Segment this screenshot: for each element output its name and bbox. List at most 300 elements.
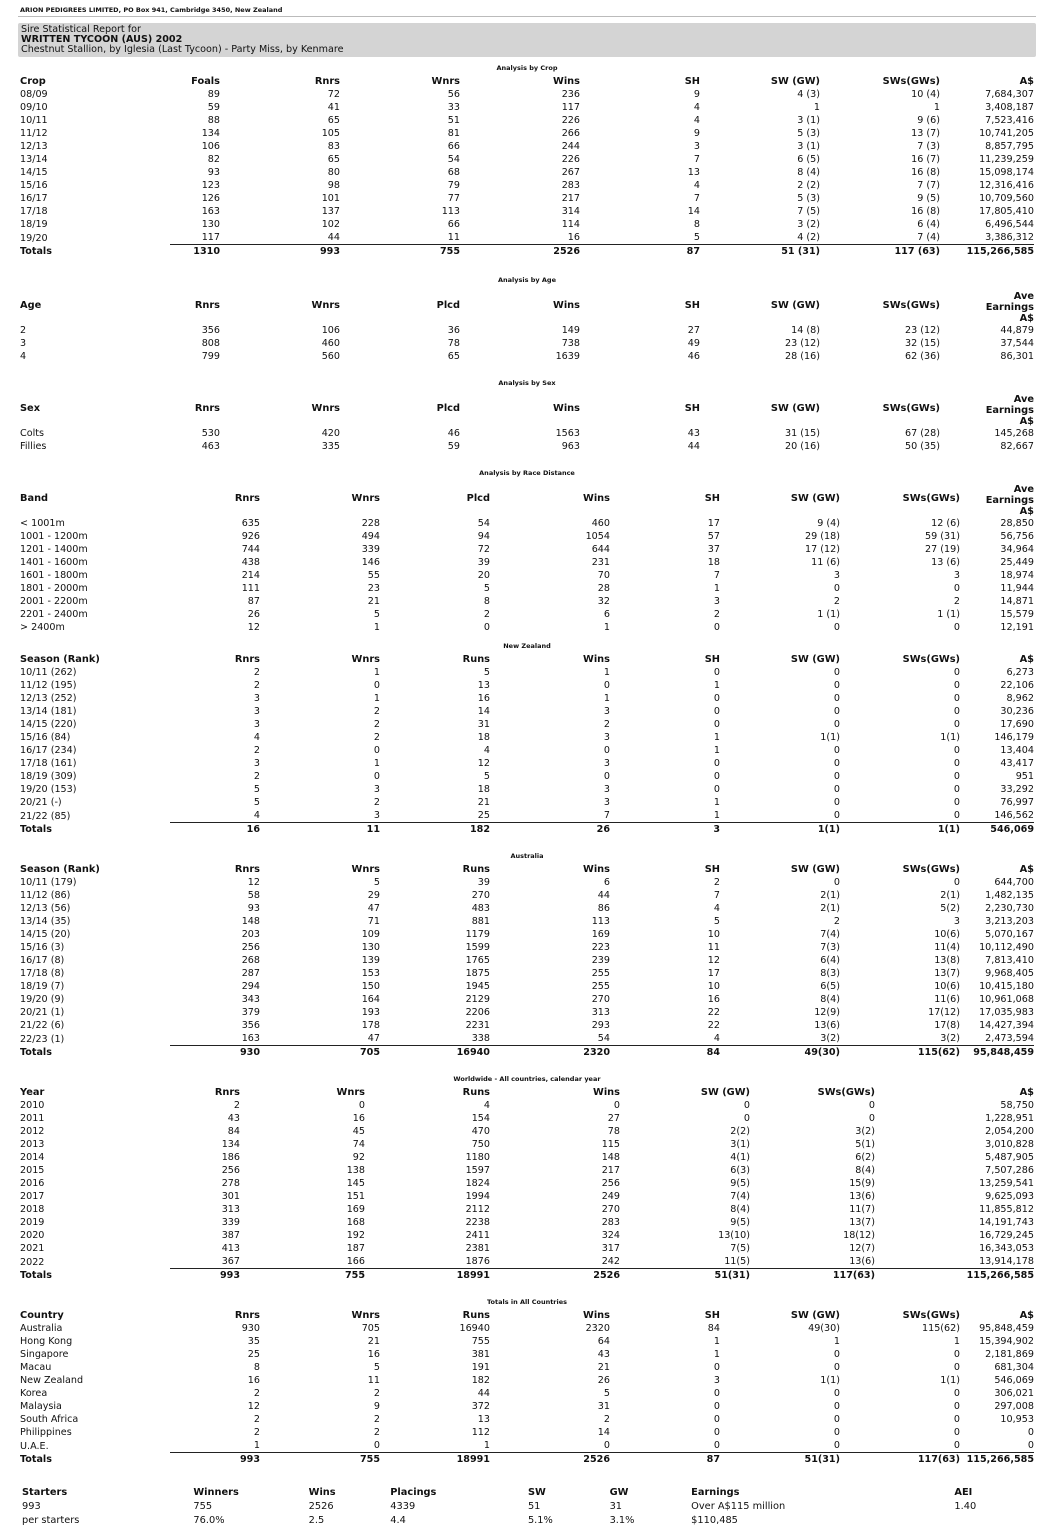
table-cell: 0 [713,1401,720,1412]
table-cell: 8(4) [820,994,840,1005]
table-cell: 705 [361,1323,380,1334]
table-cell: 146,179 [994,732,1034,743]
table-cell: 41 [327,102,340,113]
column-header: SW (GW) [700,1087,750,1098]
table-cell: 9 (4) [817,518,840,529]
table-cell: 16940 [459,1323,490,1334]
table-cell: 20 [477,570,490,581]
table-cell: 134 [201,128,220,139]
column-header: Plcd [436,300,460,311]
table-cell: 67 (28) [905,428,940,439]
table-cell: 2411 [465,1230,490,1241]
table-cell: 2238 [465,1217,490,1228]
totals-cell: 755 [359,1454,380,1465]
table-cell: 644,700 [994,877,1034,888]
column-header: SWs(GWs) [902,864,960,875]
table-cell: 163 [170,1032,260,1046]
table-cell: 314 [561,206,580,217]
table-cell: 13,259,541 [979,1178,1034,1189]
table-cell: 7 [693,154,700,165]
column-header: Country [20,1310,64,1321]
table-cell: 546,069 [994,1375,1034,1386]
table-cell: 13(6) [849,1191,875,1202]
table-cell: 82,667 [1000,441,1034,452]
table-cell: 2 [373,1427,380,1438]
column-header: Wins [583,864,610,875]
summary-cell: 76.0% [193,1515,225,1526]
table-cell: 3,408,187 [985,102,1034,113]
table-cell: 65 [327,154,340,165]
table-row [20,967,1034,980]
table-cell: 86 [597,903,610,914]
table-cell: > 2400m [20,622,65,633]
table-cell: 2 [953,596,960,607]
table-cell: 2 [713,877,720,888]
table-cell: 2016 [20,1178,45,1189]
table-cell: 256 [241,942,260,953]
table-cell: 1 [373,667,380,678]
table-cell: 2 [233,1100,240,1111]
table-cell: 0 [603,771,610,782]
table-cell: 9(5) [730,1178,750,1189]
column-header: SW (GW) [770,300,820,311]
table-cell: 214 [241,570,260,581]
column-header: SW (GW) [790,654,840,665]
table-row [20,179,1034,192]
table-cell: 3 [603,797,610,808]
table-cell: 14/15 [20,167,48,178]
table-row [20,1426,1034,1439]
table-cell: 70 [597,570,610,581]
table-cell: 1945 [465,981,490,992]
table-cell: 0 [840,809,960,823]
table-cell: 460 [591,518,610,529]
table-cell: Korea [20,1388,48,1399]
section-title: Analysis by Crop [496,64,558,72]
table-cell: 0 [960,1439,1034,1453]
table-cell: 58 [247,890,260,901]
table-cell: 192 [346,1230,365,1241]
table-cell: 0 [833,680,840,691]
table-cell: 11,855,812 [979,1204,1034,1215]
table-cell: 123 [201,180,220,191]
table-cell: 0 [713,784,720,795]
totals-row [20,823,1034,837]
table-cell: 21 [597,1362,610,1373]
table-cell: 3 [253,693,260,704]
table-cell: 2 [253,771,260,782]
table-cell: 0 [953,693,960,704]
table-cell: 3 [833,570,840,581]
table-cell: 62 (36) [905,351,940,362]
column-header: SH [704,864,720,875]
table-cell: 16 [367,1349,380,1360]
totals-row [20,1269,1034,1283]
table-cell: 16,729,245 [979,1230,1034,1241]
table-cell: 15(9) [849,1178,875,1189]
table-cell: 12(9) [814,1007,840,1018]
table-cell: 0 [833,758,840,769]
table-cell: 3(2) [720,1032,840,1046]
table-cell: 0 [1027,1427,1034,1438]
table-cell: 5,070,167 [985,929,1034,940]
table-cell: 148 [601,1152,620,1163]
table-cell: 1876 [365,1255,490,1269]
table-cell: 560 [321,351,340,362]
table-cell: 1(1) [940,1375,960,1386]
table-cell: 338 [380,1032,490,1046]
table-cell: 12(7) [849,1243,875,1254]
table-cell: < 1001m [20,518,65,529]
table-row [20,530,1034,543]
table-cell: 18 [707,557,720,568]
summary-cell: per starters [22,1515,80,1526]
table-cell: 164 [361,994,380,1005]
table-row [20,1413,1034,1426]
table-cell: Hong Kong [20,1336,73,1347]
table-cell: 1 [713,1336,720,1347]
summary-cell: 993 [22,1501,41,1512]
table-cell: 44,879 [1000,325,1034,336]
table-cell: 109 [361,929,380,940]
table-cell: 1001 - 1200m [20,531,88,542]
table-cell: 169 [346,1204,365,1215]
table-cell: 270 [591,994,610,1005]
table-cell: 0 [833,771,840,782]
table-cell: 11 (6) [811,557,840,568]
table-cell: 8 [693,219,700,230]
table-cell: 963 [561,441,580,452]
table-cell: 2014 [20,1152,45,1163]
column-header: Rnrs [234,654,260,665]
table-cell: 2 [483,609,490,620]
table-cell: 12 [707,955,720,966]
report-label: Sire Statistical Report for [21,24,141,35]
table-cell: 9 (5) [917,193,940,204]
table-cell: 32 (15) [905,338,940,349]
column-header: Rnrs [314,76,340,87]
table-cell: 21/22 (85) [20,810,71,822]
table-cell: 2(2) [730,1126,750,1137]
table-cell: 1 [813,102,820,113]
table-cell: 1801 - 2000m [20,583,88,594]
table-cell: 7 [713,570,720,581]
table-cell: 10/11 (262) [20,667,77,678]
table-cell: 8,962 [1006,693,1034,704]
table-cell: 4 [693,115,700,126]
table-cell: 1 [713,680,720,691]
table-cell: 1 [603,693,610,704]
column-header: Ave Earnings A$ [985,291,1034,324]
table-cell: 313 [221,1204,240,1215]
table-cell: 2,230,730 [985,903,1034,914]
table-cell: 1 [373,622,380,633]
table-cell: 10(6) [934,929,960,940]
table-cell: 78 [447,338,460,349]
table-cell: 2 [20,325,27,336]
table-cell: 2 [373,706,380,717]
table-cell: 926 [241,531,260,542]
column-header: Runs [462,1310,490,1321]
column-header: Runs [462,654,490,665]
table-row [20,731,1034,744]
summary-header-row [22,1484,1036,1499]
table-cell: 12/13 (252) [20,693,77,704]
totals-cell: Totals [20,824,52,835]
table-cell: 16 (8) [911,167,940,178]
header-row [20,480,1034,517]
table-cell: 0 [953,877,960,888]
table-cell: 10,709,560 [979,193,1034,204]
table-cell: 1 [170,1439,260,1453]
table-cell: 2 [253,680,260,691]
table-cell: 4 [693,102,700,113]
table-cell: 294 [241,981,260,992]
table-cell: 1599 [465,942,490,953]
table-cell: 17/18 (161) [20,758,77,769]
table-cell: 9(5) [730,1217,750,1228]
table-cell: 13 (7) [911,128,940,139]
summary-header: Wins [308,1487,336,1498]
table-cell: 13 [477,680,490,691]
table-cell: 178 [361,1020,380,1031]
table-cell: 0 [713,622,720,633]
summary-cell [954,1513,1036,1527]
column-header: Rnrs [234,1310,260,1321]
table-cell: 3 [253,719,260,730]
table-cell: 72 [477,544,490,555]
table-cell: 4(1) [730,1152,750,1163]
table-row [20,915,1034,928]
table-cell: 0 [833,1349,840,1360]
table-cell: 0 [713,667,720,678]
table-cell: 2(1) [820,903,840,914]
table-cell: 0 [833,784,840,795]
summary-cell: 4.4 [390,1515,406,1526]
table-cell: 3(2) [840,1032,960,1046]
table-cell: 10,961,068 [979,994,1034,1005]
summary-cell: Over A$115 million [691,1501,786,1512]
table-row [20,1361,1034,1374]
table-cell: 313 [591,1007,610,1018]
table-cell: 168 [346,1217,365,1228]
table-cell: 2231 [465,1020,490,1031]
table-cell: 0 [953,667,960,678]
table-cell: 283 [561,180,580,191]
table-cell: 68 [447,167,460,178]
table-cell: 2011 [20,1113,45,1124]
table-cell: 93 [207,167,220,178]
table-cell: 0 [373,680,380,691]
totals-cell: 16940 [456,1047,490,1058]
table-cell: 14,871 [1000,596,1034,607]
column-header: Runs [462,864,490,875]
table-cell: 59 (31) [925,531,960,542]
table-cell: 84 [227,1126,240,1137]
table-cell: 17,690 [1000,719,1034,730]
summary-cell: 1.40 [954,1501,977,1512]
table-cell: 186 [221,1152,240,1163]
table-cell: 470 [471,1126,490,1137]
table-cell: 16/17 [20,193,48,204]
totals-cell: 51(31) [714,1270,750,1281]
table-cell: 1,228,951 [985,1113,1034,1124]
table-cell: 1 [373,693,380,704]
table-cell: 3 [260,809,380,823]
section-table [20,480,1034,634]
table-cell: 7 [693,193,700,204]
table-cell: 7(4) [820,929,840,940]
table-cell: 339 [361,544,380,555]
header-row [20,1309,1034,1322]
column-header: Wins [553,403,580,414]
table-cell: 2381 [465,1243,490,1254]
column-header: A$ [1019,1087,1034,1098]
table-cell: 18,974 [1000,570,1034,581]
table-cell: 18/19 (7) [20,981,65,992]
table-cell: 43,417 [1000,758,1034,769]
table-row [20,440,1034,453]
table-cell: 5 [483,771,490,782]
column-header: SW (GW) [770,403,820,414]
totals-cell: 1(1) [937,824,960,835]
column-header: Ave Earnings A$ [985,484,1034,517]
table-cell: 217 [601,1165,620,1176]
table-cell: 87 [247,596,260,607]
totals-cell: 182 [469,824,490,835]
table-cell: 2019 [20,1217,45,1228]
table-cell: 0 [713,719,720,730]
table-cell: 460 [321,338,340,349]
table-cell: 2 [833,916,840,927]
table-cell: 2 [253,1388,260,1399]
table-cell: 25 [380,809,490,823]
table-cell: 2 [253,1414,260,1425]
section-title: Analysis by Race Distance [479,469,575,477]
header-row [20,287,1034,324]
table-cell: 191 [471,1362,490,1373]
table-cell: 0 [613,1100,620,1111]
table-cell: 72 [327,89,340,100]
table-row [20,1335,1034,1348]
table-cell: 6 (4) [917,219,940,230]
column-header: SH [704,654,720,665]
table-cell: 270 [601,1204,620,1215]
table-cell: 166 [240,1255,365,1269]
summary-row [22,1499,1036,1513]
totals-cell: 115,266,585 [966,1454,1034,1465]
table-cell: 22/23 (1) [20,1033,65,1045]
column-header: Wnrs [311,300,340,311]
table-row [20,980,1034,993]
totals-cell: Totals [20,246,52,257]
table-cell: 0 [953,583,960,594]
table-cell: 130 [361,942,380,953]
table-cell: 7 (3) [917,141,940,152]
table-cell: 5 [253,784,260,795]
table-cell: 10(6) [934,981,960,992]
table-cell: 22 [707,1020,720,1031]
summary-header: GW [609,1487,629,1498]
table-cell: 78 [607,1126,620,1137]
table-cell: 11(5) [620,1255,750,1269]
table-cell: 1639 [555,351,580,362]
table-cell: 6(2) [855,1152,875,1163]
section-table [20,1086,1034,1282]
table-cell: 13,914,178 [875,1255,1034,1269]
table-cell: 3,213,203 [985,916,1034,927]
table-cell: 335 [321,441,340,452]
table-cell: 951 [1015,771,1034,782]
table-cell: 0 [713,693,720,704]
table-cell: 1 [713,1349,720,1360]
table-cell: 2 [373,797,380,808]
column-header: Wnrs [351,1310,380,1321]
table-cell: 256 [601,1178,620,1189]
summary-cell: 3.1% [609,1515,635,1526]
table-cell: 681,304 [994,1362,1034,1373]
totals-cell: 2526 [553,246,580,257]
table-cell: 13/14 (181) [20,706,77,717]
table-row [20,757,1034,770]
column-header: A$ [1019,864,1034,875]
table-cell: 153 [361,968,380,979]
table-cell: 226 [561,115,580,126]
table-cell: 0 [953,745,960,756]
table-cell: 11(7) [849,1204,875,1215]
table-cell: 1 [953,1336,960,1347]
table-cell: 0 [953,771,960,782]
table-cell: 4 [170,809,260,823]
table-cell: 13 (6) [931,557,960,568]
summary-header: Placings [390,1487,437,1498]
table-cell: 13/14 (35) [20,916,71,927]
header-row [20,863,1034,876]
table-cell: 27 [607,1113,620,1124]
table-cell: 242 [490,1255,620,1269]
table-cell: 21 [477,797,490,808]
column-header: SH [704,493,720,504]
table-cell: 16/17 (234) [20,745,77,756]
column-header: Runs [462,1087,490,1098]
column-header: Band [20,493,49,504]
table-cell: 98 [327,180,340,191]
table-cell: 26 [247,609,260,620]
table-cell: 1 (1) [817,609,840,620]
table-cell: 8(4) [855,1165,875,1176]
table-cell: 22,106 [1000,680,1034,691]
table-cell: 8 (4) [797,167,820,178]
table-cell: 23 (12) [905,325,940,336]
table-cell: 2 [833,596,840,607]
table-cell: 2,181,869 [985,1349,1034,1360]
table-cell: New Zealand [20,1375,84,1386]
table-cell: 101 [321,193,340,204]
table-row [20,1387,1034,1400]
column-header: Wins [593,1087,620,1098]
totals-cell: 51(31) [804,1454,840,1465]
table-cell: 83 [327,141,340,152]
table-cell: 15,098,174 [979,167,1034,178]
table-cell: 4 (3) [797,89,820,100]
table-cell: 13 [477,1414,490,1425]
table-cell: Fillies [20,441,47,452]
table-cell: 1401 - 1600m [20,557,88,568]
table-cell: 1563 [555,428,580,439]
table-cell: 463 [201,441,220,452]
table-cell: 105 [321,128,340,139]
table-cell: 17 [707,518,720,529]
